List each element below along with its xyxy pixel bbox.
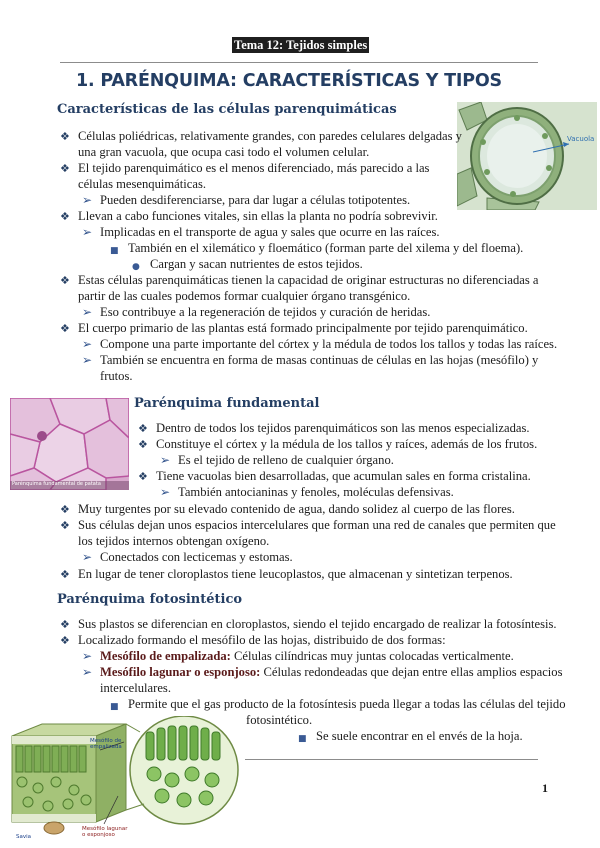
text-line: Localizado formando el mesófilo de las hojas, distribuido de dos formas:	[78, 633, 446, 647]
text-line: Tiene vacuolas bien desarrolladas, que acumulan sales en forma cristalina.	[156, 469, 531, 483]
text-line: Conectados con lecticemas y estomas.	[100, 550, 293, 564]
footer-divider	[245, 759, 538, 760]
text-line: Estas células parenquimáticas tienen la capacidad de originar estructuras no diferenciadas a	[78, 273, 539, 287]
text-line: El cuerpo primario de las plantas está formado principalmente por tejido parenquimático.	[78, 321, 528, 335]
palisade-figure-label: Mesófilo de empalizada	[90, 738, 122, 750]
text-line: Células cilíndricas muy juntas colocadas verticalmente.	[233, 649, 514, 663]
bullet-square-icon: ■	[110, 702, 119, 712]
vacuole-label: Vacuola	[567, 135, 595, 143]
palisade-term: Mesófilo de empalizada:	[100, 649, 231, 663]
text-line: Dentro de todos los tejidos parenquimáticos son las menos especializadas.	[156, 421, 530, 435]
text-line: Se suele encontrar en el envés de la hoja.	[316, 729, 523, 743]
bullet-arrow-icon: ➢	[160, 485, 171, 499]
text-line: fotosintético.	[246, 713, 313, 727]
bullet-square-icon: ■	[110, 246, 119, 256]
potato-parenchyma-image	[10, 398, 129, 490]
bullet-arrow-icon: ➢	[82, 305, 93, 319]
text-line: También antocianinas y fenoles, moléculas defensivas.	[178, 485, 454, 499]
text-line: una gran vacuola, que ocupa casi todo el volumen celular.	[78, 145, 370, 159]
bullet-diamond-icon: ❖	[60, 274, 70, 287]
bullet-arrow-icon: ➢	[160, 453, 171, 467]
text-line: intercelulares.	[100, 681, 171, 695]
text-line: Eso contribuye a la regeneración de tejidos y curación de heridas.	[100, 305, 431, 319]
text-line: El tejido parenquimático es el menos diferenciado, más parecido a las	[78, 161, 430, 175]
top-divider	[60, 62, 538, 63]
bullet-diamond-icon: ❖	[60, 634, 70, 647]
text-line: También en el xilemático y floemático (forman parte del xilema y del floema).	[128, 241, 524, 255]
text-line: Es el tejido de relleno de cualquier órgano.	[178, 453, 394, 467]
bullet-arrow-icon: ➢	[82, 550, 93, 564]
bullet-diamond-icon: ❖	[60, 503, 70, 516]
text-line: células mesenquimáticas.	[78, 177, 206, 191]
text-line: Llevan a cabo funciones vitales, sin ellas la planta no podría sobrevivir.	[78, 209, 438, 223]
bullet-dot-icon: ●	[132, 262, 140, 272]
text-line: Células poliédricas, relativamente grandes, con paredes celulares delgadas y	[78, 129, 462, 143]
bullet-arrow-icon: ➢	[82, 353, 93, 367]
bullet-square-icon: ■	[298, 734, 307, 744]
text-line: Constituye el córtex y la médula de los tallos y raíces, además de los frutos.	[156, 437, 538, 451]
text-line: Compone una parte importante del córtex y la médula de todos los tallos y todas las raíces.	[100, 337, 558, 351]
bullet-arrow-icon: ➢	[82, 225, 93, 239]
text-line: Pueden desdiferenciarse, para dar lugar a células totipotentes.	[100, 193, 411, 207]
bullet-arrow-icon: ➢	[82, 665, 93, 679]
bullet-diamond-icon: ❖	[60, 210, 70, 223]
bullet-diamond-icon: ❖	[60, 322, 70, 335]
text-line: Muy turgentes por su elevado contenido de agua, dando solidez al cuerpo de las flores.	[78, 502, 515, 516]
spongy-line	[100, 664, 563, 680]
spongy-figure-label: Mesófilo lagunar o esponjoso	[82, 826, 128, 838]
text-line: Implicadas en el transporte de agua y sales que ocurre en las raíces.	[100, 225, 440, 239]
fundamental-heading: Parénquima fundamental	[134, 396, 320, 411]
photosynthetic-heading: Parénquima fotosintético	[57, 592, 243, 607]
sap-figure-label: Savia	[16, 834, 32, 840]
text-line: partir de las cuales podemos formar cualquier órgano transgénico.	[78, 289, 411, 303]
bullet-diamond-icon: ❖	[138, 470, 148, 483]
text-line: Células redondeadas que dejan entre ellas amplios espacios	[263, 665, 563, 679]
bullet-arrow-icon: ➢	[82, 337, 93, 351]
bullet-diamond-icon: ❖	[60, 162, 70, 175]
bullet-diamond-icon: ❖	[60, 519, 70, 532]
palisade-line	[100, 648, 514, 664]
characteristics-heading: Características de las células parenquimáticas	[57, 102, 397, 117]
text-line: En lugar de tener cloroplastos tiene leucoplastos, que almacenan y sintetizan terpenos.	[78, 567, 513, 581]
section-title: 1. PARÉNQUIMA: CARACTERÍSTICAS Y TIPOS	[76, 71, 502, 91]
page-number: 1	[542, 781, 548, 795]
spongy-term: Mesófilo lagunar o esponjoso:	[100, 665, 261, 679]
text-line: También se encuentra en forma de masas continuas de células en las hojas (mesófilo) y	[100, 353, 539, 367]
potato-image-caption: Parénquima fundamental de patata	[12, 481, 101, 487]
bullet-diamond-icon: ❖	[138, 422, 148, 435]
text-line: Sus células dejan unos espacios intercelulares que forman una red de canales que permiten que	[78, 518, 556, 532]
bullet-diamond-icon: ❖	[138, 438, 148, 451]
text-line: los tejidos internos obtengan oxígeno.	[78, 534, 270, 548]
leaf-cross-section-figure	[8, 716, 246, 844]
text-line: frutos.	[100, 369, 133, 383]
bullet-diamond-icon: ❖	[60, 130, 70, 143]
text-line: Cargan y sacan nutrientes de estos tejidos.	[150, 257, 363, 271]
bullet-arrow-icon: ➢	[82, 649, 93, 663]
bullet-arrow-icon: ➢	[82, 193, 93, 207]
bullet-diamond-icon: ❖	[60, 568, 70, 581]
text-line: Sus plastos se diferencian en cloroplastos, siendo el tejido encargado de realizar la fotosíntesis.	[78, 617, 557, 631]
text-line: Permite que el gas producto de la fotosíntesis pueda llegar a todas las células del tejido	[128, 697, 566, 711]
vacuole-cell-image	[457, 102, 597, 210]
bullet-diamond-icon: ❖	[60, 618, 70, 631]
topic-title: Tema 12: Tejidos simples	[234, 38, 368, 52]
